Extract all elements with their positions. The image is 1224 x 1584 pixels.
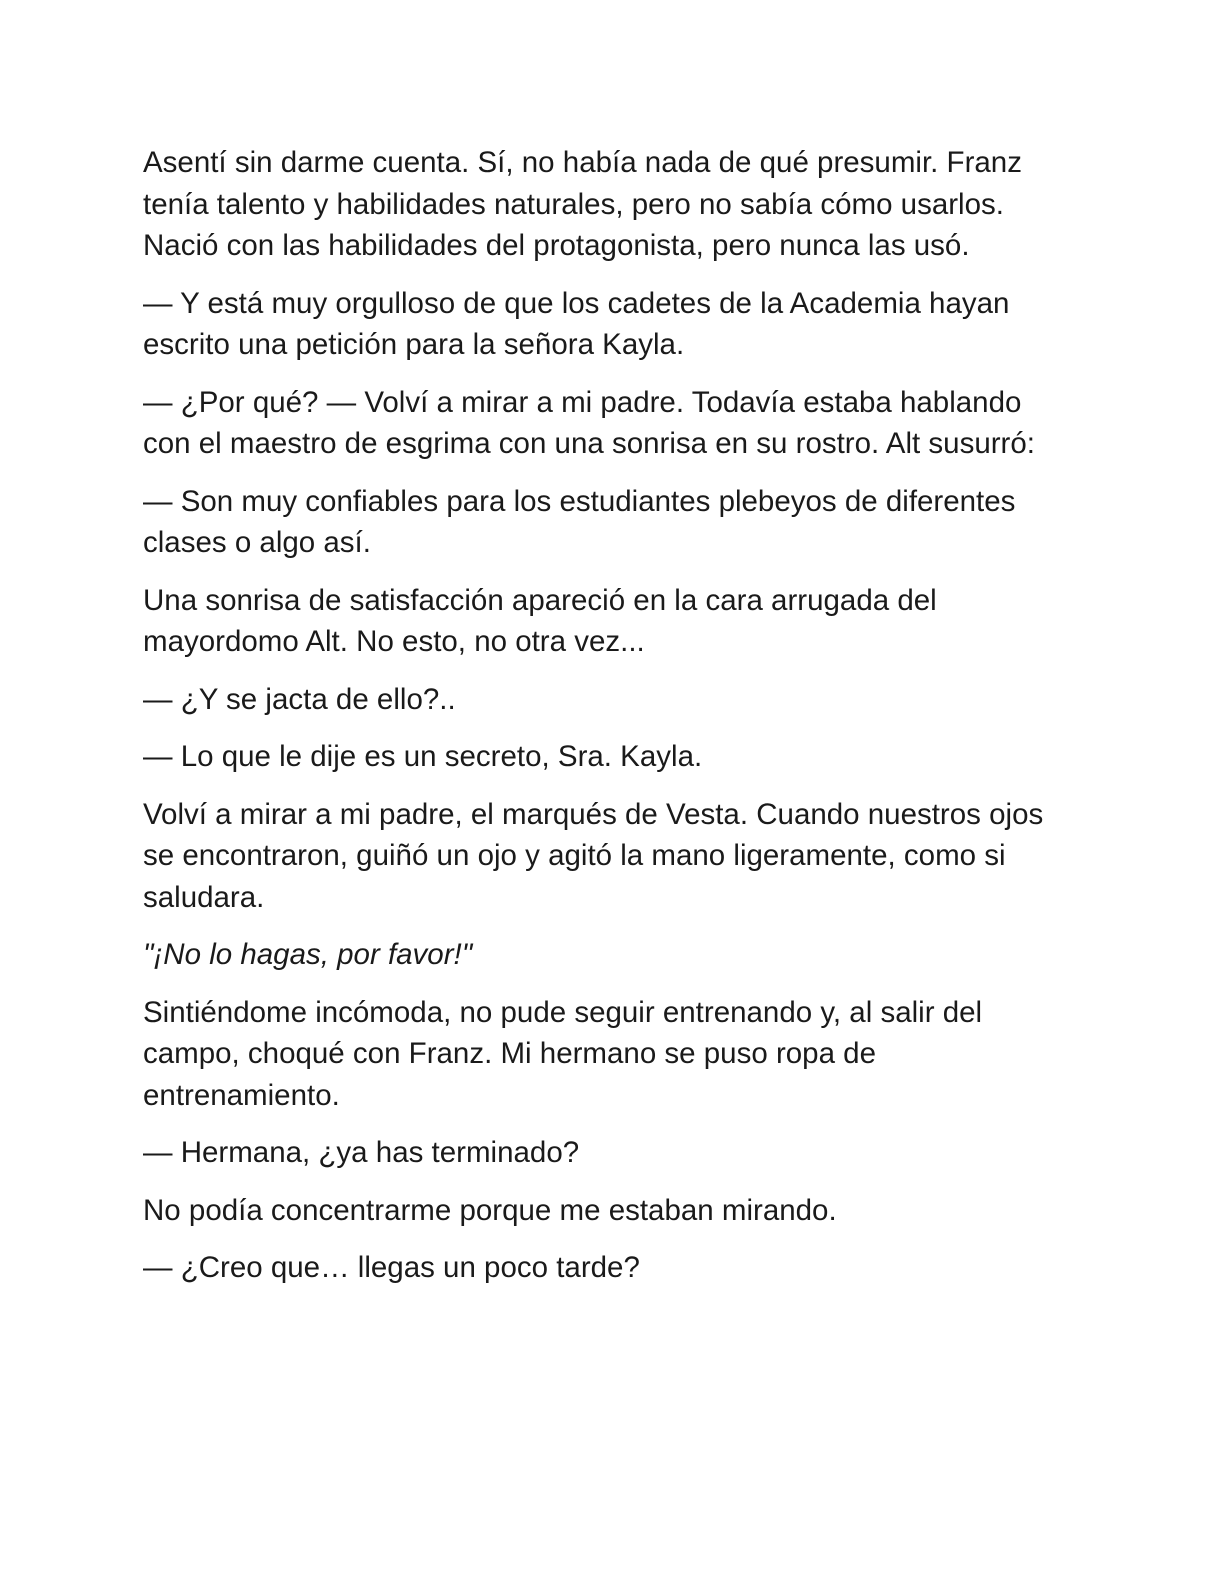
paragraph-4: — Son muy confiables para los estudiantes plebeyos de diferentes clases o algo así. bbox=[143, 484, 1016, 559]
paragraph-13: — ¿Creo que… llegas un poco tarde? bbox=[143, 1251, 640, 1284]
paragraph-9-italic-thought: "¡No lo hagas, por favor!" bbox=[143, 938, 473, 971]
paragraph-1: Asentí sin darme cuenta. Sí, no había nada de qué presumir. Franz tenía talento y habilidades naturales, pero no sabía cómo usarlos. Nació con las habilidades del protagonista, pero nunca las usó. bbox=[143, 146, 1022, 262]
paragraph-12: No podía concentrarme porque me estaban mirando. bbox=[143, 1193, 837, 1227]
paragraph-8: Volví a mirar a mi padre, el marqués de Vesta. Cuando nuestros ojos se encontraron, guiñó un ojo y agitó la mano ligeramente, como si saludara. bbox=[143, 797, 1044, 914]
paragraph-11: — Hermana, ¿ya has terminado? bbox=[143, 1136, 580, 1169]
document-page bbox=[143, 142, 1063, 1305]
paragraph-7: — Lo que le dije es un secreto, Sra. Kayla. bbox=[143, 740, 703, 773]
paragraph-3: — ¿Por qué? — Volví a mirar a mi padre. Todavía estaba hablando con el maestro de esgrima con una sonrisa en su rostro. Alt susurró: bbox=[143, 385, 1035, 460]
paragraph-5: Una sonrisa de satisfacción apareció en la cara arrugada del mayordomo Alt. No esto, no otra vez... bbox=[143, 583, 937, 658]
paragraph-6: — ¿Y se jacta de ello?.. bbox=[143, 682, 456, 716]
paragraph-2: — Y está muy orgulloso de que los cadetes de la Academia hayan escrito una petición para la señora Kayla. bbox=[143, 286, 1010, 361]
paragraph-10: Sintiéndome incómoda, no pude seguir entrenando y, al salir del campo, choqué con Franz. Mi hermano se puso ropa de entrenamiento. bbox=[143, 995, 983, 1112]
